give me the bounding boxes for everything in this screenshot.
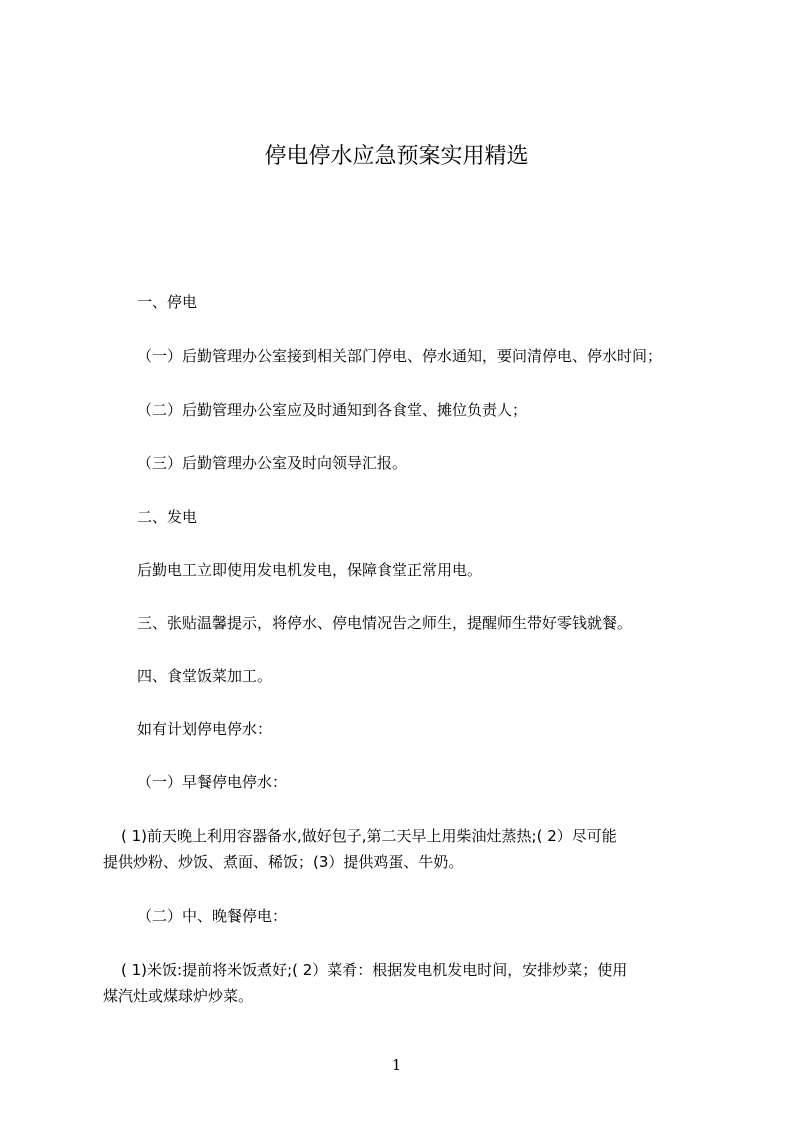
paragraph-item-2: （二）后勤管理办公室应及时通知到各食堂、摊位负责人； — [137, 401, 528, 419]
paragraph-breakfast-line-1: ( 1)前天晚上利用容器备水,做好包子,第二天早上用柴油灶蒸热;( 2）尽可能 — [121, 827, 617, 845]
paragraph-lunch-dinner-line-2: 煤汽灶或煤球炉炒菜。 — [103, 987, 254, 1005]
paragraph-planned-outage: 如有计划停电停水： — [137, 720, 273, 738]
section-heading-notice: 三、张贴温馨提示，将停水、停电情况告之师生，提醒师生带好零钱就餐。 — [137, 614, 633, 632]
subheading-lunch-dinner: （二）中、晚餐停电： — [137, 907, 288, 925]
section-heading-generate-power: 二、发电 — [137, 508, 198, 526]
subheading-breakfast: （一）早餐停电停水： — [137, 773, 288, 791]
section-heading-food-processing: 四、食堂饭菜加工。 — [137, 667, 273, 685]
paragraph-breakfast-line-2: 提供炒粉、炒饭、煮面、稀饭；(3）提供鸡蛋、牛奶。 — [103, 853, 464, 871]
section-heading-power-outage: 一、停电 — [137, 293, 198, 311]
document-title: 停电停水应急预案实用精选 — [264, 144, 529, 169]
paragraph-item-3: （三）后勤管理办公室及时向领导汇报。 — [137, 454, 408, 472]
paragraph-lunch-dinner-line-1: ( 1)米饭:提前将米饭煮好;( 2）菜肴：根据发电机发电时间，安排炒菜；使用 — [121, 961, 628, 979]
page-number: 1 — [391, 1056, 402, 1074]
paragraph-generator: 后勤电工立即使用发电机发电，保障食堂正常用电。 — [137, 561, 483, 579]
paragraph-item-1: （一）后勤管理办公室接到相关部门停电、停水通知，要问清停电、停水时间； — [137, 347, 663, 365]
